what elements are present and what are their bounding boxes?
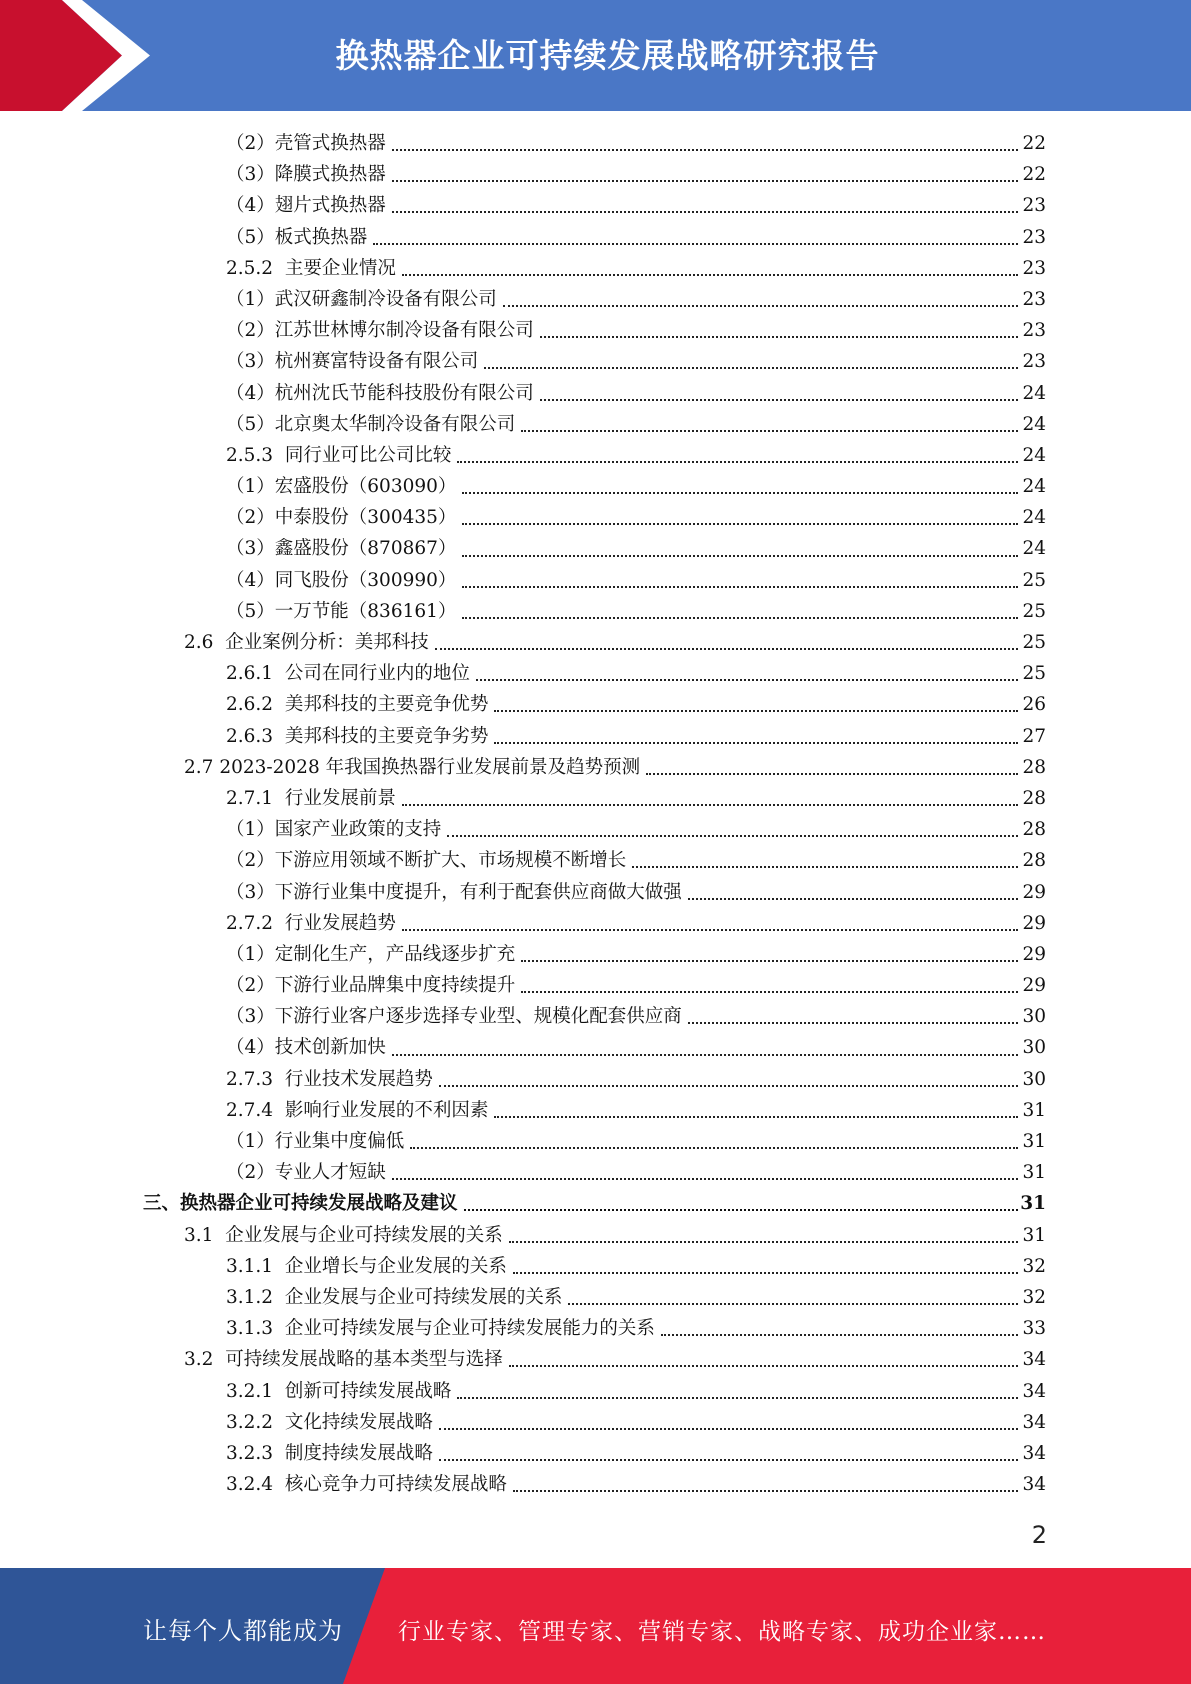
- toc-entry-title: 可持续发展战略的基本类型与选择: [225, 1349, 503, 1371]
- toc-entry-title: 行业发展前景: [284, 787, 396, 809]
- toc-entry-page: 22: [1022, 133, 1046, 154]
- toc-entry-page: 23: [1022, 195, 1046, 217]
- toc-entry-number: （1）: [226, 288, 275, 310]
- toc-entry[interactable]: [0, 1095, 1046, 1126]
- report-title: 换热器企业可持续发展战略研究报告: [335, 36, 880, 75]
- toc-entry[interactable]: [0, 752, 1046, 783]
- toc-entry-number: （1）: [226, 1131, 275, 1152]
- toc-entry-page: 28: [1022, 850, 1046, 872]
- toc-entry[interactable]: [0, 1064, 1046, 1095]
- toc-dot-leader: [462, 491, 1018, 494]
- toc-entry[interactable]: [0, 1126, 1046, 1157]
- toc-entry-page: 31: [1022, 1131, 1046, 1152]
- toc-entry[interactable]: [0, 284, 1046, 315]
- toc-entry[interactable]: [0, 814, 1046, 845]
- toc-dot-leader: [392, 179, 1018, 182]
- toc-entry-title: 企业案例分析：美邦科技: [225, 632, 429, 653]
- toc-entry-number: （4）: [226, 382, 275, 404]
- toc-entry[interactable]: [0, 970, 1046, 1001]
- toc-entry-page: 29: [1022, 975, 1046, 997]
- toc-entry-number: 2.6: [184, 632, 226, 653]
- toc-dot-leader: [521, 990, 1018, 993]
- toc-entry[interactable]: [0, 1438, 1046, 1469]
- toc-entry-title: 技术创新加快: [274, 1037, 386, 1059]
- toc-dot-leader: [632, 865, 1018, 868]
- toc-dot-leader: [646, 772, 1018, 775]
- toc-entry[interactable]: [0, 1282, 1046, 1313]
- toc-entry-number: 3.2.4: [226, 1474, 285, 1496]
- toc-entry-number: 3.2.3: [226, 1442, 285, 1464]
- toc-entry-title: 杭州沈氏节能科技股份有限公司: [274, 382, 534, 404]
- toc-entry[interactable]: [0, 315, 1046, 346]
- toc-entry-page: 31: [1022, 1224, 1046, 1246]
- toc-dot-leader: [540, 398, 1018, 401]
- toc-dot-leader: [462, 522, 1018, 525]
- toc-dot-leader: [513, 1271, 1018, 1274]
- toc-entry-page: 24: [1022, 413, 1046, 435]
- toc-entry-title: 鑫盛股份（870867）: [274, 538, 457, 560]
- toc-entry[interactable]: [0, 689, 1046, 720]
- toc-entry-number: （2）: [226, 507, 275, 529]
- toc-entry-page: 32: [1022, 1286, 1046, 1308]
- toc-dot-leader: [568, 1302, 1018, 1305]
- toc-entry-number: （3）: [226, 881, 275, 903]
- toc-entry-title: 一万节能（836161）: [274, 600, 457, 622]
- toc-entry-number: 3.1.3: [226, 1318, 285, 1340]
- toc-dot-leader: [494, 709, 1018, 712]
- toc-entry-page: 24: [1022, 382, 1046, 404]
- toc-dot-leader: [392, 1053, 1018, 1056]
- toc-entry[interactable]: [0, 1251, 1046, 1282]
- toc-entry-page: 24: [1022, 444, 1046, 466]
- toc-dot-leader: [661, 1333, 1018, 1336]
- toc-entry-page: 25: [1022, 632, 1046, 653]
- toc-entry-title: 降膜式换热器: [274, 164, 386, 186]
- toc-dot-leader: [410, 1146, 1018, 1149]
- toc-dot-leader: [688, 1021, 1018, 1024]
- toc-entry-title: 中泰股份（300435）: [274, 507, 457, 529]
- toc-entry-title: 企业发展与企业可持续发展的关系: [225, 1224, 503, 1246]
- toc-entry-page: 23: [1022, 226, 1046, 248]
- toc-dot-leader: [457, 1396, 1018, 1399]
- toc-entry-title: 企业发展与企业可持续发展的关系: [284, 1286, 563, 1308]
- toc-entry-page: 30: [1022, 1068, 1046, 1090]
- toc-entry-title: 美邦科技的主要竞争劣势: [284, 725, 489, 747]
- toc-entry[interactable]: [0, 1188, 1046, 1219]
- toc-entry-title: 定制化生产，产品线逐步扩充: [274, 943, 516, 965]
- toc-dot-leader: [484, 366, 1018, 369]
- toc-entry-title: 北京奥太华制冷设备有限公司: [274, 413, 516, 435]
- toc-entry-page: 23: [1022, 320, 1046, 342]
- toc-entry-title: 宏盛股份（603090）: [274, 476, 457, 498]
- toc-entry-number: （1）: [226, 476, 275, 498]
- toc-entry-page: 30: [1022, 1037, 1046, 1059]
- toc-entry[interactable]: [0, 440, 1046, 471]
- toc-entry-number: （2）: [226, 133, 275, 154]
- toc-entry-page: 22: [1022, 164, 1046, 186]
- footer-roles: 行业专家、管理专家、营销专家、战略专家、成功企业家……: [398, 1619, 1046, 1645]
- toc-entry-page: 30: [1022, 1006, 1046, 1028]
- toc-entry-page: 29: [1022, 881, 1046, 903]
- toc-entry-number: （4）: [226, 195, 275, 217]
- toc-entry-title: 下游应用领域不断扩大、市场规模不断增长: [274, 850, 627, 872]
- toc-entry-number: （4）: [226, 1037, 275, 1059]
- toc-entry-number: （3）: [226, 538, 275, 560]
- toc-dot-leader: [402, 928, 1018, 931]
- toc-entry-title: 行业集中度偏低: [274, 1131, 405, 1152]
- toc-entry-number: （2）: [226, 850, 275, 872]
- toc-entry[interactable]: [0, 658, 1046, 689]
- toc-entry-number: 3.1: [184, 1224, 226, 1246]
- toc-entry-page: 25: [1022, 663, 1046, 685]
- toc-entry-number: 2.7.1: [226, 787, 285, 809]
- toc-dot-leader: [476, 678, 1018, 681]
- toc-dot-leader: [439, 1084, 1018, 1087]
- toc-entry-page: 24: [1022, 476, 1046, 498]
- toc-entry[interactable]: [0, 845, 1046, 876]
- toc-entry-page: 23: [1022, 257, 1046, 279]
- toc-entry-title: 主要企业情况: [284, 257, 396, 279]
- toc-entry-number: （1）: [226, 943, 275, 965]
- page-footer: [0, 1568, 1191, 1684]
- toc-entry-page: 34: [1022, 1474, 1046, 1496]
- toc-entry-page: 26: [1022, 694, 1046, 716]
- toc-dot-leader: [373, 242, 1018, 245]
- toc-entry[interactable]: [0, 565, 1046, 596]
- toc-entry-number: 2.5.2: [226, 257, 285, 279]
- toc-dot-leader: [494, 741, 1018, 744]
- toc-entry-number: 2.5.3: [226, 444, 285, 466]
- toc-entry-number: 2.6.2: [226, 694, 285, 716]
- toc-entry-page: 27: [1022, 725, 1046, 747]
- toc-entry-title: 2023-2028 年我国换热器行业发展前景及趋势预测: [219, 756, 641, 778]
- toc-entry-title: 翅片式换热器: [274, 195, 386, 217]
- toc-entry-title: 同飞股份（300990）: [274, 569, 457, 591]
- toc-dot-leader: [464, 1208, 1018, 1211]
- toc-entry-title: 武汉研鑫制冷设备有限公司: [274, 288, 497, 310]
- toc-entry-page: 28: [1022, 787, 1046, 809]
- toc-entry-number: 2.6.3: [226, 725, 285, 747]
- toc-entry-number: 2.7.4: [226, 1099, 285, 1121]
- toc-entry-title: 同行业可比公司比较: [284, 444, 452, 466]
- toc-dot-leader: [392, 210, 1018, 213]
- toc-entry-page: 25: [1022, 600, 1046, 622]
- toc-dot-leader: [392, 1177, 1018, 1180]
- toc-entry[interactable]: [0, 721, 1046, 752]
- toc-entry-page: 34: [1022, 1349, 1046, 1371]
- toc-entry[interactable]: [0, 1344, 1046, 1375]
- toc-entry-number: 3.2.2: [226, 1411, 285, 1433]
- toc-entry[interactable]: [0, 1313, 1046, 1344]
- toc-entry[interactable]: [0, 346, 1046, 377]
- toc-dot-leader: [509, 1240, 1018, 1243]
- toc-entry-number: （5）: [226, 226, 275, 248]
- toc-entry[interactable]: [0, 253, 1046, 284]
- toc-entry-page: 25: [1022, 569, 1046, 591]
- toc-entry-title: 杭州赛富特设备有限公司: [274, 351, 479, 373]
- toc-dot-leader: [503, 304, 1018, 307]
- toc-entry-title: 国家产业政策的支持: [274, 819, 442, 841]
- toc-dot-leader: [688, 897, 1018, 900]
- toc-entry-page: 32: [1022, 1255, 1046, 1277]
- toc-entry[interactable]: [0, 533, 1046, 564]
- toc-dot-leader: [509, 1364, 1018, 1367]
- toc-entry[interactable]: [0, 409, 1046, 440]
- toc-dot-leader: [392, 148, 1018, 151]
- toc-dot-leader: [462, 554, 1018, 557]
- toc-dot-leader: [435, 647, 1018, 650]
- table-of-contents: [0, 128, 1191, 1500]
- toc-entry-page: 24: [1022, 538, 1046, 560]
- toc-entry[interactable]: [0, 471, 1046, 502]
- toc-entry-title: 核心竞争力可持续发展战略: [284, 1474, 507, 1496]
- toc-entry-number: 2.7.2: [226, 912, 285, 934]
- toc-entry[interactable]: [0, 502, 1046, 533]
- toc-entry-number: （5）: [226, 600, 275, 622]
- page-number: 2: [1031, 1521, 1047, 1549]
- toc-entry-title: 制度持续发展战略: [284, 1442, 433, 1464]
- toc-entry-number: （3）: [226, 351, 275, 373]
- toc-entry[interactable]: [0, 1220, 1046, 1251]
- toc-entry-number: 2.7: [184, 756, 220, 778]
- toc-entry[interactable]: [0, 877, 1046, 908]
- toc-entry-number: 2.6.1: [226, 663, 285, 685]
- toc-entry-title: 专业人才短缺: [274, 1162, 386, 1184]
- toc-entry-number: 3.1.1: [226, 1255, 285, 1277]
- toc-entry-number: 3.2: [184, 1349, 226, 1371]
- toc-dot-leader: [513, 1489, 1018, 1492]
- page-header: [0, 0, 1191, 111]
- toc-entry-number: （4）: [226, 569, 275, 591]
- toc-dot-leader: [462, 585, 1018, 588]
- toc-entry[interactable]: [0, 596, 1046, 627]
- toc-entry-page: 34: [1022, 1442, 1046, 1464]
- toc-entry-page: 33: [1022, 1318, 1046, 1340]
- toc-entry[interactable]: [0, 939, 1046, 970]
- toc-entry[interactable]: [0, 1469, 1046, 1500]
- toc-entry-title: 下游行业集中度提升，有利于配套供应商做大做强: [274, 881, 682, 903]
- toc-dot-leader: [402, 803, 1018, 806]
- toc-entry-title: 文化持续发展战略: [284, 1411, 433, 1433]
- toc-entry-number: （5）: [226, 413, 275, 435]
- toc-entry-page: 28: [1022, 756, 1046, 778]
- toc-entry[interactable]: [0, 908, 1046, 939]
- toc-entry-page: 34: [1022, 1411, 1046, 1433]
- toc-entry-number: （2）: [226, 975, 275, 997]
- toc-entry-title: 企业可持续发展与企业可持续发展能力的关系: [284, 1318, 655, 1340]
- toc-entry-number: 2.7.3: [226, 1068, 285, 1090]
- toc-entry-number: 3.2.1: [226, 1380, 285, 1402]
- toc-entry-title: 行业发展趋势: [284, 912, 396, 934]
- toc-entry[interactable]: [0, 190, 1046, 221]
- toc-entry-page: 29: [1022, 912, 1046, 934]
- toc-entry-title: 影响行业发展的不利因素: [284, 1099, 489, 1121]
- toc-entry-page: 31: [1022, 1099, 1046, 1121]
- toc-entry[interactable]: [0, 1032, 1046, 1063]
- toc-dot-leader: [402, 273, 1018, 276]
- toc-entry-title: 行业技术发展趋势: [284, 1068, 433, 1090]
- toc-entry-title: 企业增长与企业发展的关系: [284, 1255, 507, 1277]
- toc-entry[interactable]: [0, 627, 1046, 658]
- toc-dot-leader: [494, 1115, 1018, 1118]
- toc-entry-page: 31: [1020, 1193, 1046, 1215]
- toc-entry[interactable]: [0, 1001, 1046, 1032]
- toc-entry[interactable]: [0, 159, 1046, 190]
- toc-entry-title: 换热器企业可持续发展战略及建议: [180, 1193, 458, 1215]
- toc-dot-leader: [462, 616, 1018, 619]
- toc-entry[interactable]: [0, 1157, 1046, 1188]
- toc-entry-title: 江苏世林博尔制冷设备有限公司: [274, 320, 534, 342]
- toc-entry-number: （2）: [226, 1162, 275, 1184]
- toc-entry-title: 板式换热器: [274, 226, 368, 248]
- toc-entry[interactable]: [0, 128, 1046, 159]
- toc-entry-page: 29: [1022, 943, 1046, 965]
- toc-dot-leader: [540, 335, 1018, 338]
- toc-entry[interactable]: [0, 1407, 1046, 1438]
- toc-entry-title: 壳管式换热器: [274, 133, 386, 154]
- toc-entry[interactable]: [0, 378, 1046, 409]
- toc-entry-number: 3.1.2: [226, 1286, 285, 1308]
- toc-entry-page: 23: [1022, 351, 1046, 373]
- footer-slogan: 让每个人都能成为: [143, 1617, 343, 1645]
- toc-entry-number: （1）: [226, 819, 275, 841]
- toc-dot-leader: [439, 1427, 1018, 1430]
- toc-dot-leader: [457, 460, 1018, 463]
- toc-entry-page: 23: [1022, 288, 1046, 310]
- toc-entry-number: 三、: [143, 1193, 181, 1215]
- toc-entry-page: 34: [1022, 1380, 1046, 1402]
- toc-entry-title: 公司在同行业内的地位: [284, 663, 470, 685]
- toc-dot-leader: [447, 834, 1018, 837]
- toc-entry[interactable]: [0, 222, 1046, 253]
- toc-entry[interactable]: [0, 1376, 1046, 1407]
- toc-entry-page: 31: [1022, 1162, 1046, 1184]
- toc-dot-leader: [439, 1458, 1018, 1461]
- toc-entry-number: （2）: [226, 320, 275, 342]
- toc-entry-title: 下游行业品牌集中度持续提升: [274, 975, 516, 997]
- toc-entry-number: （3）: [226, 164, 275, 186]
- toc-entry-page: 28: [1022, 819, 1046, 841]
- toc-entry-title: 下游行业客户逐步选择专业型、规模化配套供应商: [274, 1006, 682, 1028]
- toc-entry-number: （3）: [226, 1006, 275, 1028]
- toc-dot-leader: [521, 429, 1018, 432]
- toc-entry-title: 创新可持续发展战略: [284, 1380, 452, 1402]
- toc-entry-title: 美邦科技的主要竞争优势: [284, 694, 489, 716]
- toc-dot-leader: [521, 959, 1018, 962]
- toc-entry[interactable]: [0, 783, 1046, 814]
- toc-entry-page: 24: [1022, 507, 1046, 529]
